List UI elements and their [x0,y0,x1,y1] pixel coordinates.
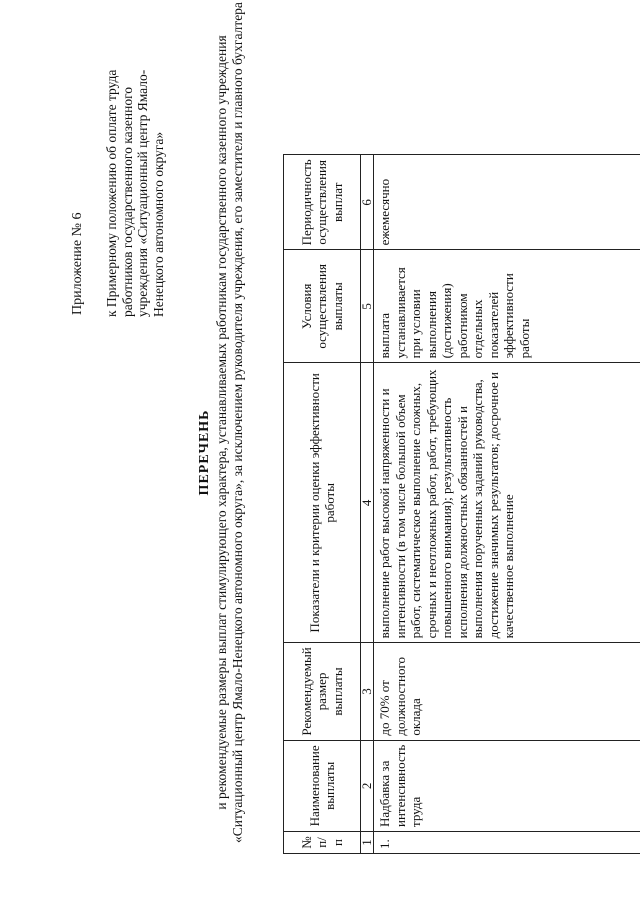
column-number: 1 [361,832,374,854]
document-subtitle: и рекомендуемые размеры выплат стимулирующего характера, устанавливаемых работникам государственного казенного учреждения «Ситуационный центр Ямало-Ненецкого автономного округа», за исключением руководителя учреждения, его заместителя и главного бухгалтера [214,2,245,843]
column-number: 3 [361,643,374,740]
payment-criteria: выполнение работ высокой напряженности и интенсивности (в том числе большой объем работ, систематическое выполнение сложных, срочных и неотложных работ, работ, требующих повышенного внимания); результативность исполнения должностных обязанностей и выполнения порученных заданий руководства, достижение значимых результатов; досрочное и качественное выполнение [374,363,640,643]
column-header-criteria: Показатели и критерии оценки эффективности работы [284,363,361,643]
table-header-row [284,155,361,854]
column-number: 5 [361,250,374,363]
column-number: 4 [361,363,374,643]
payment-periodicity: ежемесячно [374,155,640,250]
column-number: 6 [361,155,374,250]
annex-title: Приложение № 6 [70,212,85,315]
row-number: 1. [374,832,640,854]
column-header-number: № п/п [284,832,361,854]
payment-name: Надбавка за интенсивность труда [374,740,640,831]
payment-conditions: выплата устанавливается при условии выполнения (достижения) работником отдельных показателей эффективности работы [374,250,640,363]
column-header-periodicity: Периодичность осуществления выплат [284,155,361,250]
payment-size: до 70% от должностного оклада [374,643,640,740]
column-header-size: Рекомендуемый размер выплаты [284,643,361,740]
document-title: ПЕРЕЧЕНЬ [197,409,212,496]
column-number: 2 [361,740,374,831]
payments-table [283,154,640,854]
column-number-row [361,155,374,854]
table-row [374,155,640,854]
column-header-conditions: Условия осуществления выплаты [284,250,361,363]
annex-reference: к Примерному положению об оплате труда работников государственного казенного учреждения «Ситуационный центр Ямало-Ненецкого автономного округа» [104,69,166,317]
column-header-name: Наименование выплаты [284,740,361,831]
